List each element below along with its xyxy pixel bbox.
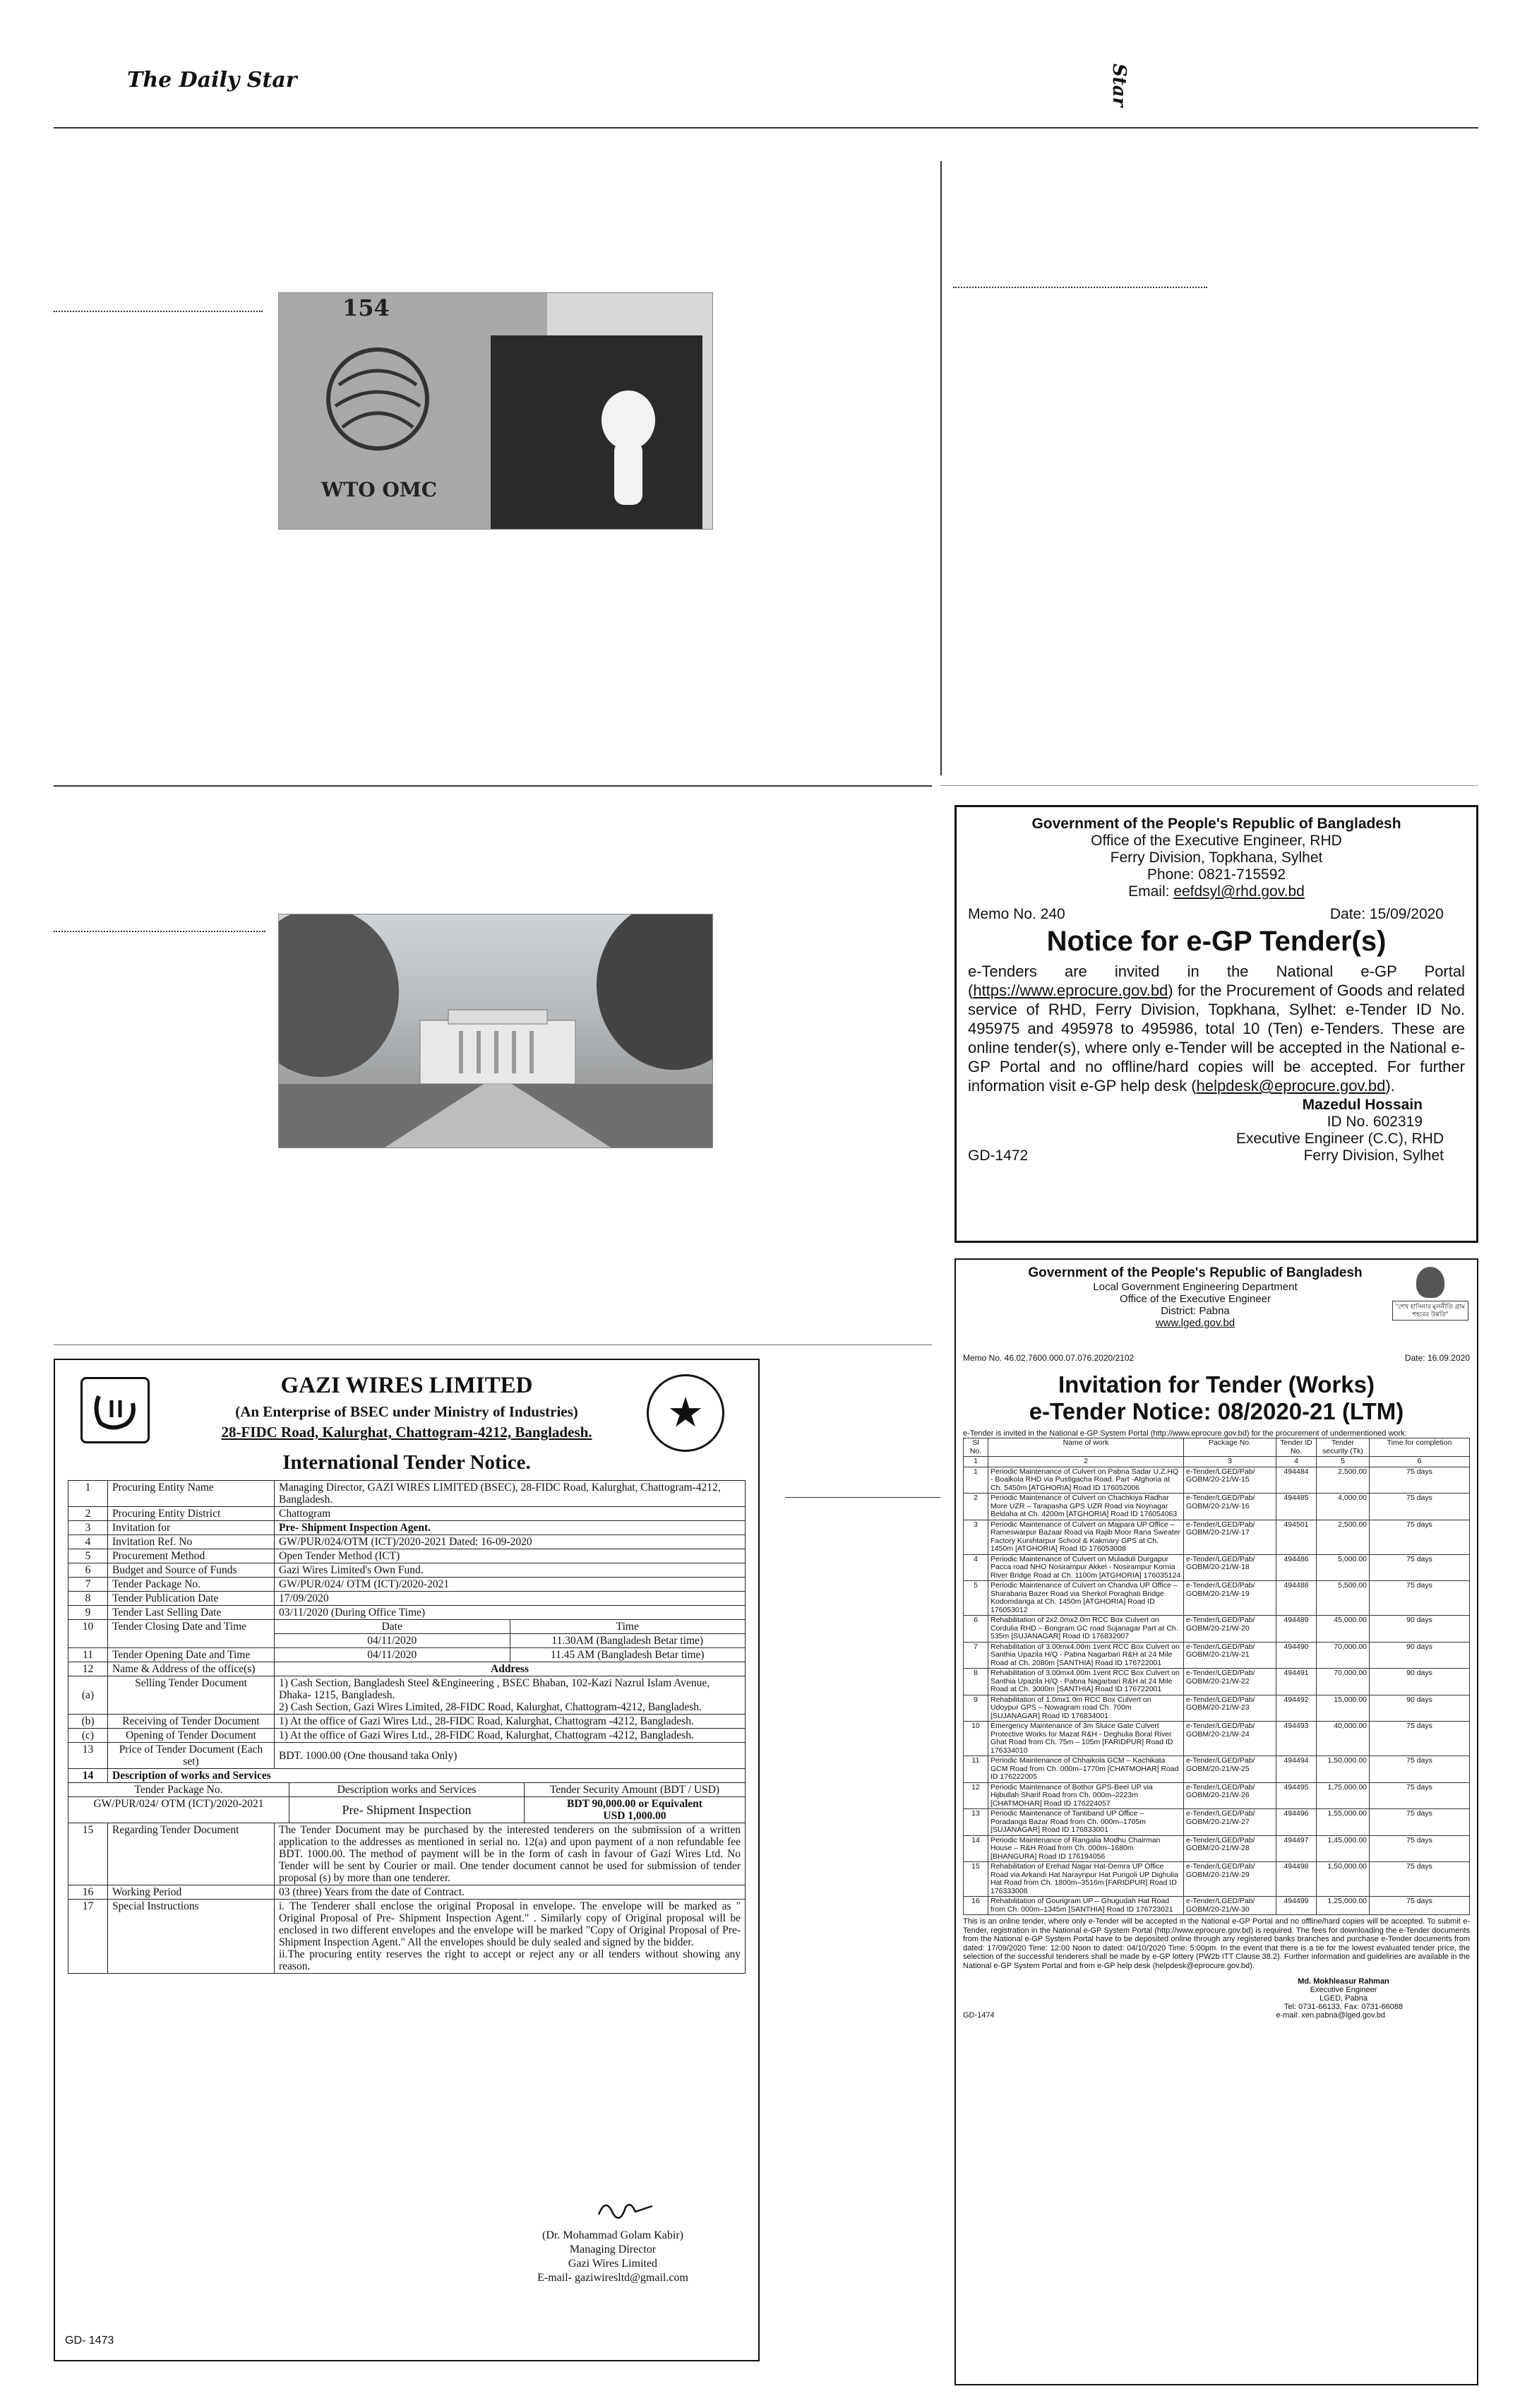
lged-cell: 10 xyxy=(964,1722,988,1756)
rhd-memo: Memo No. 240 xyxy=(968,906,1065,922)
row-label: Procurement Method xyxy=(108,1549,275,1563)
row-label: Tender Closing Date and Time xyxy=(108,1620,275,1648)
row-label: Special Instructions xyxy=(108,1900,275,1974)
lged-cell: e-Tender/LGED/Pab/ GOBM/20-21/W-26 xyxy=(1184,1782,1276,1809)
description-value: Pre- Shipment Inspection xyxy=(289,1797,525,1823)
lged-cell: 1,45,000.00 xyxy=(1317,1835,1370,1862)
row-number: 4 xyxy=(68,1535,108,1549)
lged-tender-notice xyxy=(954,1258,1478,2385)
table-row xyxy=(68,1620,746,1634)
lged-cell: 70,000.00 xyxy=(1317,1642,1370,1669)
lged-table-row xyxy=(964,1722,1470,1756)
lged-cell: e-Tender/LGED/Pab/ GOBM/20-21/W-25 xyxy=(1184,1756,1276,1783)
middle-rule-right xyxy=(940,785,1478,786)
row-number: 7 xyxy=(68,1578,108,1592)
lged-cell: Rehabilitation of Gourigram UP – Ghugudah Hat Road from Ch. 000m–1345m [SANTHIA] Road ID 176723021 xyxy=(988,1897,1184,1915)
table-row xyxy=(68,1885,746,1900)
lged-cell: e-Tender/LGED/Pab/ GOBM/20-21/W-30 xyxy=(1184,1897,1276,1915)
lged-cell: 494490 xyxy=(1276,1642,1317,1669)
lged-cell: e-Tender/LGED/Pab/ GOBM/20-21/W-18 xyxy=(1184,1554,1276,1581)
badge-text: "শেখ হাসিনার মূলনীতি গ্রাম শহরের উন্নতি" xyxy=(1392,1301,1468,1321)
lged-header-cell: Package No. xyxy=(1184,1438,1276,1457)
table-row xyxy=(68,1900,746,1974)
table-row xyxy=(68,1729,746,1743)
rhd-gd-code: GD-1472 xyxy=(968,1148,1029,1164)
rhd-email-label: Email: xyxy=(1128,883,1174,900)
dotted-separator xyxy=(54,311,263,312)
thin-rule xyxy=(785,1497,940,1498)
table-row xyxy=(68,1662,746,1676)
lged-cell: 75 days xyxy=(1370,1554,1470,1581)
lged-cell: Periodic Maintenance of Culvert on Chachkiya Radhar More UZR – Tarapasha GPS UZR Road via Noynagar Beldaha at Ch. 4200m [ATGHORIA] Road ID 176054063 xyxy=(988,1494,1184,1520)
wto-number: 154 xyxy=(342,294,390,321)
row-label: Opening of Tender Document xyxy=(108,1729,275,1743)
lged-cell: Rehabilitation of 1.0mx1.0m RCC Box Culvert on Udoypur GPS – Nowagram road Ch. 700m [SUJANAGAR] Road ID 176834001 xyxy=(988,1695,1184,1722)
lged-cell: 494494 xyxy=(1276,1756,1317,1783)
lged-works-table xyxy=(963,1438,1470,1915)
lged-cell: 15,000.00 xyxy=(1317,1695,1370,1722)
lged-signatory-name: Md. Mokhleasur Rahman xyxy=(1298,1977,1389,1986)
row-value: 1) At the office of Gazi Wires Ltd., 28-FIDC Road, Kalurghat, Chattogram -4212, Bangladesh. xyxy=(275,1729,746,1743)
lged-table-row xyxy=(964,1695,1470,1722)
lged-column-numbers xyxy=(964,1457,1470,1467)
lged-table-row xyxy=(964,1782,1470,1809)
lged-cell: 12 xyxy=(964,1782,988,1809)
lged-table-row xyxy=(964,1467,1470,1494)
table-row xyxy=(68,1783,746,1823)
lged-cell: 494489 xyxy=(1276,1616,1317,1643)
security-usd: USD 1,000.00 xyxy=(603,1810,666,1822)
lged-dept-line: Local Government Engineering Department xyxy=(1093,1281,1298,1293)
lged-cell: 75 days xyxy=(1370,1494,1470,1520)
gazi-table-body xyxy=(68,1481,746,1620)
table-row xyxy=(68,1549,746,1563)
lged-cell: 494488 xyxy=(1276,1581,1317,1616)
row-value: 03/11/2020 (During Office Time) xyxy=(275,1606,746,1620)
masthead-right: Star xyxy=(1108,64,1130,107)
lged-cell: e-Tender/LGED/Pab/ GOBM/20-21/W-23 xyxy=(1184,1695,1276,1722)
lged-cell: 75 days xyxy=(1370,1467,1470,1494)
table-row xyxy=(68,1507,746,1521)
lged-cell: 40,000.00 xyxy=(1317,1722,1370,1756)
top-rule xyxy=(54,127,1478,129)
security-header: Tender Security Amount (BDT / USD) xyxy=(525,1783,746,1797)
gazi-subtitle: (An Enterprise of BSEC under Ministry of Industries) xyxy=(235,1403,578,1420)
lged-header-cell: Tender ID No. xyxy=(1276,1438,1317,1457)
lged-cell: Rehabilitation of 3.00mx4.00m 1vent RCC Box Culvert on Santhia Upazila H/Q - Pabna Nagarbari R&H at 24 Mile Road at Ch. 2080m [SANTHIA] Road ID 176722001 xyxy=(988,1642,1184,1669)
table-row xyxy=(68,1592,746,1606)
lged-cell: 494493 xyxy=(1276,1722,1317,1756)
lged-cell: 75 days xyxy=(1370,1756,1470,1783)
row-label: Description of works and Services xyxy=(108,1769,746,1783)
rhd-portal-link[interactable]: https://www.eprocure.gov.bd xyxy=(973,982,1168,999)
gazi-signatory-name: (Dr. Mohammad Golam Kabir) xyxy=(542,2229,683,2241)
lged-cell: e-Tender/LGED/Pab/ GOBM/20-21/W-24 xyxy=(1184,1722,1276,1756)
row-number: 6 xyxy=(68,1563,108,1578)
row-value: GW/PUR/024/ OTM (ICT)/2020-2021 xyxy=(275,1578,746,1592)
lged-cell: 494486 xyxy=(1276,1554,1317,1581)
lged-cell: 494492 xyxy=(1276,1695,1317,1722)
lged-cell: 16 xyxy=(964,1897,988,1915)
lged-memo: Memo No. 46.02.7600.000.07.076.2020/2102 xyxy=(963,1353,1135,1363)
lged-cell: 494495 xyxy=(1276,1782,1317,1809)
gazi-signatory-title: Managing Director xyxy=(569,2243,657,2255)
lged-office-line: Office of the Executive Engineer xyxy=(1119,1293,1271,1305)
rhd-signatory-title: Executive Engineer (C.C), RHD xyxy=(1235,1131,1444,1147)
lged-cell: 45,000.00 xyxy=(1317,1616,1370,1643)
lged-cell: e-Tender/LGED/Pab/ GOBM/20-21/W-15 xyxy=(1184,1467,1276,1494)
row-number: 9 xyxy=(68,1606,108,1620)
lged-cell: 4,000.00 xyxy=(1317,1494,1370,1520)
lged-cell: 5,000.00 xyxy=(1317,1554,1370,1581)
lged-cell: 75 days xyxy=(1370,1520,1470,1554)
lged-cell: Periodic Maintenance of Bothor GPS-Beel UP via Hijbullah Sharif Road from Ch. 000m–2223m [CHATMOHAR] Road ID 176224057 xyxy=(988,1782,1184,1809)
lged-cell: 75 days xyxy=(1370,1809,1470,1836)
lged-cell: Rehabilitation of 2x2.0mx2.0m RCC Box Culvert on Cordulia RHD – Bongram GC road Sujanagar Part at Ch. 535m [SUJANAGAR] Road ID 176832007 xyxy=(988,1616,1184,1643)
gazi-notice-title: International Tender Notice. xyxy=(282,1451,531,1474)
closing-time: 11.30AM (Bangladesh Betar time) xyxy=(551,1635,704,1647)
row-label: Invitation for xyxy=(108,1521,275,1535)
lged-cell: 70,000.00 xyxy=(1317,1669,1370,1695)
row-number: 12 xyxy=(68,1662,108,1676)
row-value: Open Tender Method (ICT) xyxy=(275,1549,746,1563)
row-value: Pre- Shipment Inspection Agent. xyxy=(275,1521,746,1535)
lged-table-row xyxy=(964,1581,1470,1616)
lged-cell: 14 xyxy=(964,1835,988,1862)
lged-cell: 2,500.00 xyxy=(1317,1467,1370,1494)
portrait-icon xyxy=(1416,1267,1444,1298)
lged-cell: e-Tender/LGED/Pab/ GOBM/20-21/W-17 xyxy=(1184,1520,1276,1554)
row-label: Procuring Entity Name xyxy=(108,1481,275,1507)
description-header: Description works and Services xyxy=(289,1783,525,1797)
lged-colnum: 3 xyxy=(1184,1457,1276,1467)
lged-table-row xyxy=(964,1835,1470,1862)
row-value: The Tender Document may be purchased by the interested tenderers on the submission of a written application to the addresses as mentioned in serial no. 12(a) and upon payment of a non refundable fee BDT. 1000.00. The method of payment will be in the form of cash in favour of Gazi Wires Ltd. No Tender will be sent by Courier or mail. One tender document cannot be used for submission of tender proposal (s) by more than one tenderer. xyxy=(275,1823,746,1885)
lged-signatory-title: Executive Engineer xyxy=(1310,1986,1377,1994)
lged-table-row xyxy=(964,1520,1470,1554)
lged-cell: 75 days xyxy=(1370,1835,1470,1862)
lged-cell: 2 xyxy=(964,1494,988,1520)
row-number: 15 xyxy=(68,1823,108,1885)
gazi-signatory-company: Gazi Wires Limited xyxy=(568,2258,658,2270)
row-value: 1) At the office of Gazi Wires Ltd., 28-FIDC Road, Kalurghat, Chattogram -4212, Bangladesh. xyxy=(275,1715,746,1729)
lged-table-row xyxy=(964,1669,1470,1695)
lged-table-row xyxy=(964,1554,1470,1581)
dotted-separator xyxy=(953,287,1207,288)
opening-date: 04/11/2020 xyxy=(275,1648,510,1662)
lged-cell: Periodic Maintenance of Rangalia Modhu Chairman House – R&H Road from Ch. 000m–1680m [BHANGURA] Road ID 176194056 xyxy=(988,1835,1184,1862)
lged-cell: e-Tender/LGED/Pab/ GOBM/20-21/W-19 xyxy=(1184,1581,1276,1616)
gazi-logo-mark xyxy=(90,1389,140,1431)
building-illustration xyxy=(279,914,712,1148)
row-number: 11 xyxy=(68,1648,108,1662)
lged-colnum: 6 xyxy=(1370,1457,1470,1467)
lged-notice-no: e-Tender Notice: 08/2020-21 (LTM) xyxy=(1029,1398,1404,1424)
federal-reserve-photo xyxy=(278,914,713,1148)
lged-district-line: District: Pabna xyxy=(1161,1305,1230,1317)
table-row xyxy=(68,1521,746,1535)
lged-cell: 494491 xyxy=(1276,1669,1317,1695)
lged-cell: 90 days xyxy=(1370,1669,1470,1695)
lged-colnum: 2 xyxy=(988,1457,1184,1467)
lged-table-row xyxy=(964,1642,1470,1669)
rhd-helpdesk-link[interactable]: helpdesk@eprocure.gov.bd xyxy=(1196,1077,1386,1095)
lged-cell: 6 xyxy=(964,1616,988,1643)
lged-cell: 5 xyxy=(964,1581,988,1616)
star-icon: ★ xyxy=(667,1390,704,1436)
package-value: GW/PUR/024/ OTM (ICT)/2020-2021 xyxy=(68,1797,289,1823)
lged-header-cell: Name of work xyxy=(988,1438,1184,1457)
lged-cell: Periodic Maintenance of Culvert on Chandva UP Office – Sharabaria Bazer Road via Sherkol Poraghati Bridge Kodomdanga at Ch. 1450m [ATGHORIA] Road ID 176053012 xyxy=(988,1581,1184,1616)
signature-mark xyxy=(592,2193,655,2232)
rhd-division-line: Ferry Division, Topkhana, Sylhet xyxy=(1110,850,1323,866)
row-value: GW/PUR/024/OTM (ICT)/2020-2021 Dated: 16-09-2020 xyxy=(275,1535,746,1549)
rhd-signatory-id: ID No. 602319 xyxy=(1327,1114,1423,1130)
lged-cell: e-Tender/LGED/Pab/ GOBM/20-21/W-21 xyxy=(1184,1642,1276,1669)
lged-signatory-phone: Tel: 0731-66133, Fax: 0731-66088 xyxy=(1283,2003,1404,2011)
lged-cell: e-Tender/LGED/Pab/ GOBM/20-21/W-20 xyxy=(1184,1616,1276,1643)
bsec-seal xyxy=(647,1374,724,1452)
gazi-logo xyxy=(80,1377,150,1443)
row-value: 17/09/2020 xyxy=(275,1592,746,1606)
table-row xyxy=(68,1563,746,1578)
row-label: Budget and Source of Funds xyxy=(108,1563,275,1578)
closing-date-header: Date xyxy=(275,1620,510,1633)
lged-cell: 5,500.00 xyxy=(1317,1581,1370,1616)
lged-cell: 90 days xyxy=(1370,1616,1470,1643)
row-number: (c) xyxy=(68,1729,108,1743)
row-label: Tender Last Selling Date xyxy=(108,1606,275,1620)
lged-cell: 3 xyxy=(964,1520,988,1554)
lged-table-row xyxy=(964,1862,1470,1897)
gazi-tender-table xyxy=(68,1480,746,1974)
table-row xyxy=(68,1578,746,1592)
lged-intro: e-Tender is invited in the National e-GP System Portal (http://www.eprocure.gov.bd) for the procurement of undermentioned work: xyxy=(963,1429,1407,1438)
row-label: Invitation Ref. No xyxy=(108,1535,275,1549)
row-value: Gazi Wires Limited's Own Fund. xyxy=(275,1563,746,1578)
row-number: 8 xyxy=(68,1592,108,1606)
lged-signatory-email[interactable]: e-mail: xen.pabna@lged.gov.bd xyxy=(1276,2011,1385,2020)
signature-icon xyxy=(592,2193,655,2229)
table-row xyxy=(68,1823,746,1885)
package-header: Tender Package No. xyxy=(68,1783,289,1797)
lged-cell: 13 xyxy=(964,1809,988,1836)
lged-cell: Rehabilitation of Erehad Nagar Hat-Demra UP Office Road via Arkandi Hat Naraynpur Hat Pungoli UP Dighulia Hat Road from Ch. 1800m–3516m [FARIDPUR] Road ID 176333008 xyxy=(988,1862,1184,1897)
lged-cell: 1,50,000.00 xyxy=(1317,1756,1370,1783)
opening-time: 11.45 AM (Bangladesh Betar time) xyxy=(550,1649,705,1661)
lged-colnum: 5 xyxy=(1317,1457,1370,1467)
lged-cell: 75 days xyxy=(1370,1782,1470,1809)
lged-cell: 75 days xyxy=(1370,1722,1470,1756)
gazi-company-name: GAZI WIRES LIMITED xyxy=(280,1373,533,1398)
row-label: Receiving of Tender Document xyxy=(108,1715,275,1729)
lged-gd-code: GD-1474 xyxy=(963,2011,995,2020)
lged-table-body xyxy=(964,1467,1470,1915)
row-number: (a) xyxy=(68,1676,108,1715)
lged-colnum: 4 xyxy=(1276,1457,1317,1467)
row-value: i. The Tenderer shall enclose the original Proposal in envelope. The envelope will be marked as " Original Proposal of Pre- Shipment Inspection Agent." . Similarly copy of Original proposal will be enclosed in two different envelopes and the envelope will be marked "Copy of Original Proposal of Pre- Shipment Inspection Agent." All the envelopes should be duly sealed and signed by the bidder. ii.The procuring entity reserves the right to accept or reject any or all tenders without showing any reason. xyxy=(275,1900,746,1974)
lged-cell: 494496 xyxy=(1276,1809,1317,1836)
lged-cell: 15 xyxy=(964,1862,988,1897)
lged-table-header xyxy=(964,1438,1470,1457)
rhd-signatory-division: Ferry Division, Sylhet xyxy=(1303,1148,1444,1164)
lged-colnum: 1 xyxy=(964,1457,988,1467)
lged-footer: This is an online tender, where only e-Tender will be accepted in the National e-GP Portal and no offline/hard copies will be accepted. To submit e-Tender, registration in the National e-GP System Portal (http://www.eprocure.gov.bd) is required. The fees for downloading the e-Tender documents from the National e-GP System Portal have to be deposited online through any registered banks branches and purchase e-Tender documents from dated: 17/09/2020 Time: 12:00 Noon to dated: 04/10/2020 Time: 5:00pm. In the event that there is a tie for the lowest evaluated tender price, the selection of the successful tenderers shall be made by e-GP lottery (PW2b ITT Clause 38.2). Further information and guidelines are available in the National e-GP System Portal and from e-GP help desk (helpdesk@eprocure.gov.bd). xyxy=(963,1917,1470,1970)
lged-cell: 4 xyxy=(964,1554,988,1581)
lged-cell: 2,500.00 xyxy=(1317,1520,1370,1554)
row-value: BDT. 1000.00 (One thousand taka Only) xyxy=(275,1743,746,1769)
lged-title: Invitation for Tender (Works) xyxy=(1058,1371,1375,1397)
lged-cell: 7 xyxy=(964,1642,988,1669)
row-number: 17 xyxy=(68,1900,108,1974)
lged-header-cell: Tender security (Tk) xyxy=(1317,1438,1370,1457)
table-row xyxy=(68,1648,746,1662)
lged-cell: e-Tender/LGED/Pab/ GOBM/20-21/W-27 xyxy=(1184,1809,1276,1836)
lged-cell: Periodic Maintenance of Culvert on Pabna Sadar U.Z.HQ - Boalkola RHD via Pustigacha Road. Part -Atghoria at Ch. 5450m [ATGHORIA] Road ID 176052006 xyxy=(988,1467,1184,1494)
lged-cell: 9 xyxy=(964,1695,988,1722)
lged-header-cell: Time for completion xyxy=(1370,1438,1470,1457)
rhd-title: Notice for e-GP Tender(s) xyxy=(1046,926,1387,957)
wto-photo xyxy=(278,292,713,530)
row-number: 3 xyxy=(68,1521,108,1535)
table-row xyxy=(68,1769,746,1783)
lged-cell: 75 days xyxy=(1370,1862,1470,1897)
lged-cell: 1,25,000.00 xyxy=(1317,1897,1370,1915)
table-row xyxy=(68,1606,746,1620)
row-value: 1) Cash Section, Bangladesh Steel &Engineering , BSEC Bhaban, 102-Kazi Nazrul Islam Avenue, Dhaka- 1215, Bangladesh. 2) Cash Section, Gazi Wires Limited, 28-FIDC Road, Kalurghat, Chattogram-4212, Bangladesh. xyxy=(275,1676,746,1715)
closing-time-header: Time xyxy=(616,1621,639,1633)
row-label: Name & Address of the office(s) xyxy=(108,1662,275,1676)
row-label: Selling Tender Document xyxy=(108,1676,275,1715)
middle-rule xyxy=(54,785,932,787)
lged-table-row xyxy=(964,1616,1470,1643)
row-value: Managing Director, GAZI WIRES LIMITED (BSEC), 28-FIDC Road, Kalurghat, Chattogram-4212, Bangladesh. xyxy=(275,1481,746,1507)
lged-table-row xyxy=(964,1756,1470,1783)
lged-cell: Periodic Maintenance of Chhaikola GCM – Kachikata GCM Road from Ch. 000m–1770m [CHATMOHAR] Road ID 176222005 xyxy=(988,1756,1184,1783)
lged-table-row xyxy=(964,1897,1470,1915)
table-row xyxy=(68,1743,746,1769)
lged-cell: 90 days xyxy=(1370,1642,1470,1669)
lged-cell: 1,75,000.00 xyxy=(1317,1782,1370,1809)
rhd-tender-notice xyxy=(954,805,1478,1243)
lged-cell: Periodic Maintenance of Tantiband UP Office – Poradanga Bazar Road from Ch. 000m–1705m [SUJANAGAR] Road ID 176833001 xyxy=(988,1809,1184,1836)
rhd-phone: Phone: 0821-715592 xyxy=(1147,866,1286,883)
lged-cell: Rehabilitation of 3.00mx4.00m 1vent RCC Box Culvert on Santhia Upazila H/Q - Pabna Nagarbari R&H at 24 Mile Road at Ch. 3000m [SANTHIA] Road ID 176722001 xyxy=(988,1669,1184,1695)
column-divider-upper xyxy=(940,161,942,775)
dotted-separator xyxy=(54,931,265,932)
rhd-body-text: e-Tenders are invited in the National e-GP Portal ( xyxy=(968,962,1465,999)
lged-cell: 1,55,000.00 xyxy=(1317,1809,1370,1836)
lged-header-cell: Sl No. xyxy=(964,1438,988,1457)
lged-cell: 8 xyxy=(964,1669,988,1695)
rhd-gov-line: Government of the People's Republic of Bangladesh xyxy=(1031,816,1401,832)
lged-cell: e-Tender/LGED/Pab/ GOBM/20-21/W-28 xyxy=(1184,1835,1276,1862)
lged-cell: 1,50,000.00 xyxy=(1317,1862,1370,1897)
lged-gov-line: Government of the People's Republic of Bangladesh xyxy=(1028,1265,1363,1280)
lged-signatory-office: LGED, Pabna xyxy=(1319,1994,1368,2003)
lged-cell: Emergency Maintenance of 3m Sluice Gate Culvert Protective Works for Mazat R&H - Deghulia Boral River Ghat Road from Ch. 75m – 105m [FARIDPUR] Road ID 176334010 xyxy=(988,1722,1184,1756)
gazi-address: 28-FIDC Road, Kalurghat, Chattogram-4212, Bangladesh. xyxy=(221,1424,592,1441)
lged-cell: 494485 xyxy=(1276,1494,1317,1520)
rhd-signatory-name: Mazedul Hossain xyxy=(1302,1097,1423,1113)
lged-cell: Periodic Maintenance of Culvert on Majpara UP Office – Rameswarpur Bazaar Road via Rajib Moor Rana Sweater Factory Kurshtarpur School & Kakmary GPS at Ch. 1450m [ATGHORIA] Road ID 176053008 xyxy=(988,1520,1184,1554)
rhd-date: Date: 15/09/2020 xyxy=(1329,906,1444,922)
row-number: 2 xyxy=(68,1507,108,1521)
security-bdt: BDT 90,000.00 or Equivalent xyxy=(567,1798,702,1810)
row-value: 03 (three) Years from the date of Contract. xyxy=(275,1885,746,1900)
row-label: Price of Tender Document (Each set) xyxy=(108,1743,275,1769)
row-value: Address xyxy=(275,1662,746,1676)
row-label: Working Period xyxy=(108,1885,275,1900)
table-row xyxy=(68,1535,746,1549)
row-label: Tender Publication Date xyxy=(108,1592,275,1606)
lged-cell: 494499 xyxy=(1276,1897,1317,1915)
gazi-email[interactable]: E-mail- gaziwiresltd@gmail.com xyxy=(537,2272,688,2284)
lged-table-row xyxy=(964,1494,1470,1520)
lged-cell: e-Tender/LGED/Pab/ GOBM/20-21/W-16 xyxy=(1184,1494,1276,1520)
masthead-left: The Daily Star xyxy=(127,68,297,93)
lged-cell: 90 days xyxy=(1370,1695,1470,1722)
lged-cell: 494497 xyxy=(1276,1835,1317,1862)
row-value: Chattogram xyxy=(275,1507,746,1521)
row-number: 16 xyxy=(68,1885,108,1900)
table-row xyxy=(68,1481,746,1507)
lged-cell: 75 days xyxy=(1370,1581,1470,1616)
row-label: Tender Opening Date and Time xyxy=(108,1648,275,1662)
row-label: Procuring Entity District xyxy=(108,1507,275,1521)
lged-cell: 75 days xyxy=(1370,1897,1470,1915)
row-number: 10 xyxy=(68,1620,108,1648)
lged-cell: e-Tender/LGED/Pab/ GOBM/20-21/W-22 xyxy=(1184,1669,1276,1695)
lged-cell: Periodic Maintenance of Culvert on Muladuli Durgapur Pacca road NHO Nosirampur Akkel - Nosirampur Kornia River Bridge Road at Ch. 1100m [ATGHORIA] 176035124 xyxy=(988,1554,1184,1581)
lged-table-row xyxy=(964,1809,1470,1836)
lged-cell: 1 xyxy=(964,1467,988,1494)
rhd-email-link[interactable]: eefdsyl@rhd.gov.bd xyxy=(1173,883,1305,900)
wto-label: WTO OMC xyxy=(321,478,438,501)
lged-cell: 11 xyxy=(964,1756,988,1783)
lged-cell: e-Tender/LGED/Pab/ GOBM/20-21/W-29 xyxy=(1184,1862,1276,1897)
closing-date: 04/11/2020 xyxy=(275,1634,510,1647)
row-label: Regarding Tender Document xyxy=(108,1823,275,1885)
lged-date: Date: 16.09.2020 xyxy=(1404,1353,1470,1363)
lged-cell: 494484 xyxy=(1276,1467,1317,1494)
row-label: Tender Package No. xyxy=(108,1578,275,1592)
row-number: 5 xyxy=(68,1549,108,1563)
rhd-office-line: Office of the Executive Engineer, RHD xyxy=(1091,833,1342,849)
row-number: 1 xyxy=(68,1481,108,1507)
rhd-body xyxy=(968,962,1465,1095)
table-row xyxy=(68,1676,746,1715)
portrait-badge xyxy=(1392,1267,1468,1335)
table-row xyxy=(68,1715,746,1729)
rhd-body-text: ) for the Procurement of Goods and related service of RHD, Ferry Division, Topkhana, Sylhet: e-Tender ID No. 495975 and 495978 to 495986, total 10 (Ten) e-Tenders. These are online tender(s), where only e-Tender will be accepted in the National e-GP Portal and no offline/hard copies will be accepted. For further information visit e-GP help desk ( xyxy=(968,982,1465,1095)
lged-cell: 494501 xyxy=(1276,1520,1317,1554)
row-number: (b) xyxy=(68,1715,108,1729)
gazi-tender-notice xyxy=(54,1359,760,2361)
gazi-gd-code: GD- 1473 xyxy=(65,2335,114,2347)
rhd-body-text: ). xyxy=(1385,1077,1395,1095)
lged-cell: 494498 xyxy=(1276,1862,1317,1897)
row-number: 13 xyxy=(68,1743,108,1769)
row-number: 14 xyxy=(68,1769,108,1783)
lged-website-link[interactable]: www.lged.gov.bd xyxy=(1155,1317,1235,1329)
